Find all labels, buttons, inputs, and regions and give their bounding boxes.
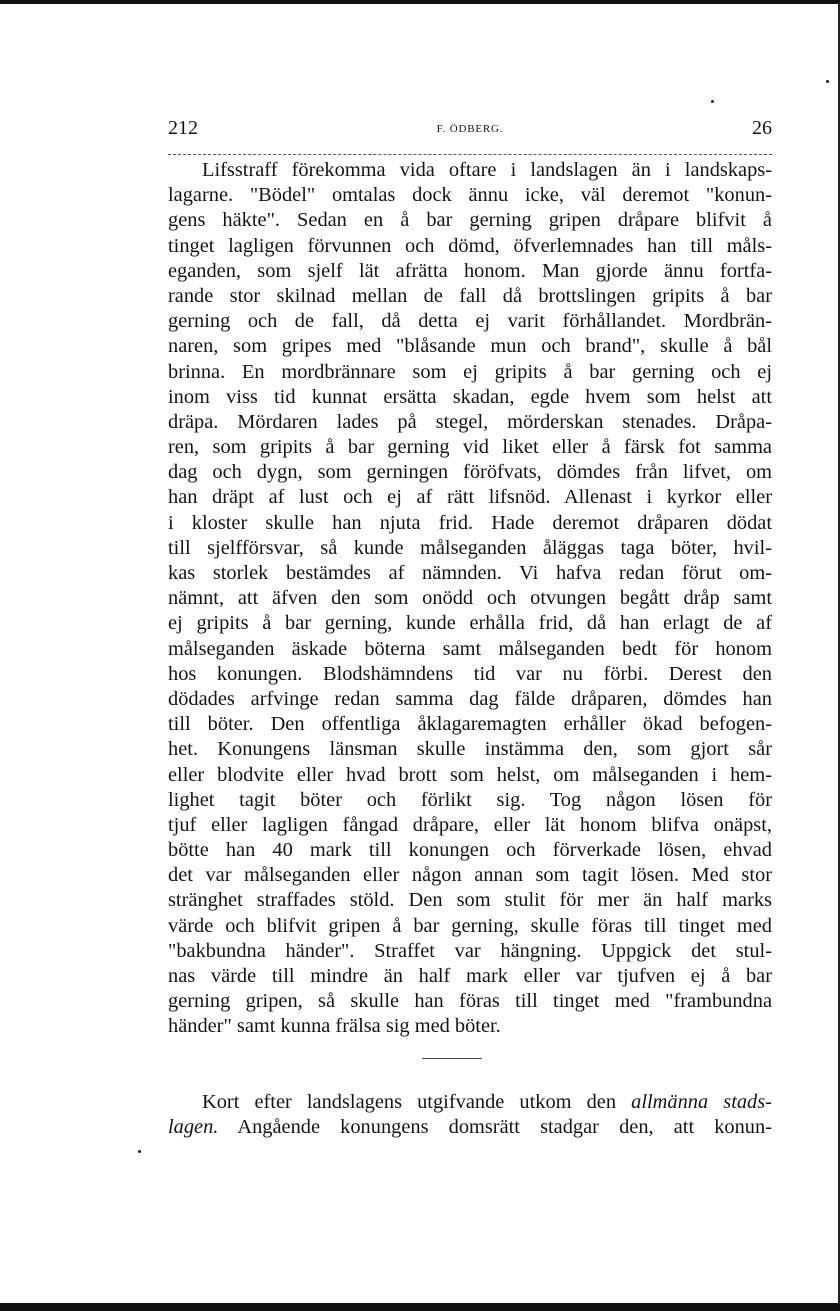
text-line: bötte han 40 mark till konungen och förverkade lösen, ehvad <box>168 839 772 862</box>
header-rule <box>168 154 772 155</box>
text-line: nas värde till mindre än half mark eller var tjufven ej å bar <box>168 965 772 987</box>
text-run: Kort efter landslagens utgifvande utkom den <box>202 1091 617 1113</box>
text-line: eganden, som sjelf lät afrätta honom. Man gjorde ännu fortfa- <box>168 259 772 282</box>
text-line: naren, som gripes med "blåsande mun och brand", skulle å bål <box>168 335 772 358</box>
section-rule <box>422 1058 482 1059</box>
paragraph-2 <box>168 1090 772 1140</box>
text-line: lighet tagit böter och förlikt sig. Tog någon lösen för <box>168 788 772 811</box>
text-line: till böter. Den offentliga åklagaremagten erhåller ökad befogen- <box>168 713 772 736</box>
italic-term: allmänna stads- <box>631 1091 772 1113</box>
text-line: det var målseganden eller någon annan som tagit lösen. Med stor <box>168 864 772 887</box>
text-line: lagarne. "Bödel" omtalas dock ännu icke, väl deremot "konun- <box>168 184 772 207</box>
text-line: tinget lagligen förvunnen och dömd, öfverlemnades han till måls- <box>168 234 772 257</box>
text-line: nämnt, att äfven den som onödd och otvungen begått dråp samt <box>168 587 772 610</box>
text-line: värde och blifvit gripen å bar gerning, skulle föras till tinget med <box>168 914 772 937</box>
text-line: brinna. En mordbrännare som ej gripits å bar gerning och ej <box>168 360 772 383</box>
text-line: het. Konungens länsman skulle instämma den, som gjort sår <box>168 738 772 761</box>
text-line: gerning och de fall, då detta ej varit förhållandet. Mordbrän- <box>168 310 772 333</box>
paragraph-1 <box>168 158 772 1040</box>
text-line: Lifsstraff förekomma vida oftare i landslagen än i landskaps- <box>202 159 772 181</box>
text-line: ren, som gripits å bar gerning vid liket eller å färsk fot samma <box>168 436 772 459</box>
text-line: stränghet straffades stöld. Den som stulit för mer än half marks <box>168 889 772 912</box>
sheet-number: 26 <box>752 117 772 139</box>
page-top-border <box>0 0 840 4</box>
text-line: målseganden äskade böterna samt målseganden bedt för honom <box>168 637 772 660</box>
text-run: Angående konungens domsrätt stadgar den, att konun- <box>237 1116 772 1139</box>
page-number: 212 <box>168 117 198 139</box>
text-line: gerning gripen, så skulle han föras till tinget med "frambundna <box>168 990 772 1013</box>
text-line: han dräpt af lust och ej af rätt lifsnöd. Allenast i kyrkor eller <box>168 486 772 509</box>
text-line: gens häkte". Sedan en å bar gerning gripen dråpare blifvit å <box>168 209 772 232</box>
text-line: dräpa. Mördaren lades på stegel, mörderskan stenades. Dråpa- <box>168 410 772 433</box>
scan-speck <box>826 80 829 83</box>
text-line: i kloster skulle han njuta frid. Hade deremot dråparen dödat <box>168 511 772 534</box>
text-line <box>168 1090 772 1115</box>
text-line: inom viss tid kunnat ersätta skadan, egde hvem som helst att <box>168 385 772 408</box>
scan-speck <box>138 1150 141 1153</box>
text-line: ej gripits å bar gerning, kunde erhålla frid, då han erlagt de af <box>168 612 772 635</box>
text-line: till sjelfförsvar, så kunde målseganden åläggas taga böter, hvil- <box>168 536 772 559</box>
italic-term: lagen. <box>168 1116 219 1139</box>
text-line: hos konungen. Blodshämndens tid var nu förbi. Derest den <box>168 662 772 685</box>
text-line: rande stor skilnad mellan de fall då brottslingen gripits å bar <box>168 284 772 307</box>
page-bottom-border <box>0 1303 840 1311</box>
text-line: händer" samt kunna frälsa sig med böter. <box>168 1015 501 1038</box>
text-line: kas storlek bestämdes af nämnden. Vi hafva redan förut om- <box>168 562 772 584</box>
text-line: eller blodvite eller hvad brott som helst, om målseganden i hem- <box>168 763 772 786</box>
text-line: dag och dygn, som gerningen föröfvats, dömdes från lifvet, om <box>168 461 772 484</box>
text-line: "bakbundna händer". Straffet var hängning. Uppgick det stul- <box>168 939 772 962</box>
running-head: F. ÖDBERG. <box>436 123 504 135</box>
text-line: tjuf eller lagligen fångad dråpare, eller lät honom blifva onäpst, <box>168 813 772 836</box>
page-header <box>168 117 772 145</box>
scan-speck <box>711 100 714 103</box>
text-line: dödades arfvinge redan samma dag fälde dråparen, dömdes han <box>168 687 772 710</box>
text-line <box>168 1115 772 1140</box>
